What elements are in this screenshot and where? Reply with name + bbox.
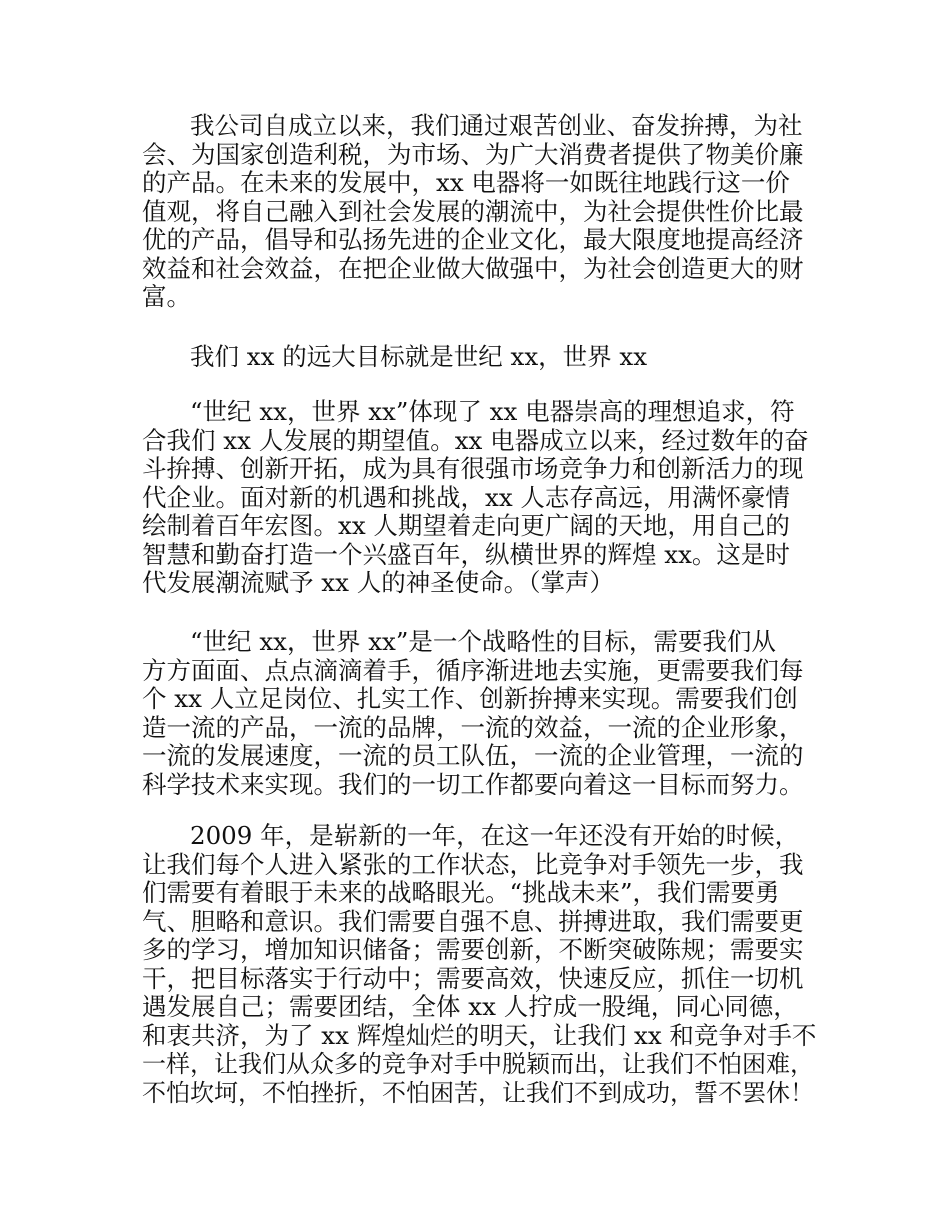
paragraph-first-line: 我公司自成立以来，我们通过艰苦创业、奋发拚搏，为社 (190, 111, 803, 140)
paragraph-line: 智慧和勤奋打造一个兴盛百年，纵横世界的辉煌 xx。这是时 (142, 539, 790, 569)
paragraph-line: 多的学习，增加知识储备；需要创新，不断突破陈规；需要实 (142, 935, 804, 964)
paragraph-line: 一样，让我们从众多的竞争对手中脱颖而出，让我们不怕困难， (142, 1050, 814, 1078)
paragraph-line: 一流的发展速度，一流的员工队伍，一流的企业管理，一流的 (142, 741, 804, 770)
paragraph-line: 科学技术来实现。我们的一切工作都要向着这一目标而努力。 (142, 769, 804, 799)
paragraph-line: 们需要有着眼于未来的战略眼光。“挑战未来”，我们需要勇 (142, 878, 780, 907)
paragraph-line: 干，把目标落实于行动中；需要高效，快速反应，抓住一切机 (142, 963, 804, 993)
paragraph-line: 代企业。面对新的机遇和挑战，xx 人志存高远，用满怀豪情 (142, 482, 790, 512)
paragraph-line: 优的产品，倡导和弘扬先进的企业文化，最大限度地提高经济 (142, 225, 804, 254)
paragraph-line: 效益和社会效益，在把企业做大做强中，为社会创造更大的财 (142, 253, 804, 283)
paragraph-line: 富。 (142, 282, 191, 311)
paragraph-line: 会、为国家创造利税，为市场、为广大消费者提供了物美价廉 (142, 139, 804, 169)
paragraph-line: 代发展潮流赋予 xx 人的神圣使命。（掌声） (142, 568, 614, 597)
paragraph-line: 遇发展自己；需要团结，全体 xx 人拧成一股绳，同心同德， (142, 992, 798, 1021)
paragraph-first-line: 2009 年，是崭新的一年，在这一年还没有开始的时候， (190, 821, 800, 850)
paragraph-line: 造一流的产品，一流的品牌，一流的效益，一流的企业形象， (142, 712, 804, 742)
paragraph-line: 气、胆略和意识。我们需要自强不息、拼搏进取，我们需要更 (142, 906, 804, 936)
paragraph-line: 绘制着百年宏图。xx 人期望着走向更广阔的天地，用自己的 (142, 511, 790, 540)
paragraph-first-line: “世纪 xx，世界 xx”体现了 xx 电器崇高的理想追求，符 (190, 397, 795, 426)
paragraph-line: 不怕坎坷，不怕挫折，不怕困苦，让我们不到成功，誓不罢休！ (142, 1078, 814, 1107)
paragraph-first-line: 我们 xx 的远大目标就是世纪 xx，世界 xx (190, 342, 648, 371)
paragraph-line: 个 xx 人立足岗位、扎实工作、创新拚搏来实现。需要我们创 (142, 684, 798, 713)
paragraph-first-line: “世纪 xx，世界 xx”是一个战略性的目标，需要我们从 (190, 627, 776, 656)
paragraph-line: 的产品。在未来的发展中，xx 电器将一如既往地践行这一价 (142, 168, 790, 197)
paragraph-line: 斗拚搏、创新开拓，成为具有很强市场竞争力和创新活力的现 (142, 454, 804, 483)
paragraph-line: 让我们每个人进入紧张的工作状态，比竞争对手领先一步，我 (142, 849, 804, 879)
paragraph-line: 和衷共济，为了 xx 辉煌灿烂的明天，让我们 xx 和竞争对手不 (142, 1020, 817, 1050)
paragraph-line: 方方面面、点点滴滴着手，循序渐进地去实施，更需要我们每 (142, 655, 804, 685)
paragraph-line: 值观，将自己融入到社会发展的潮流中，为社会提供性价比最 (142, 196, 804, 226)
paragraph-line: 合我们 xx 人发展的期望值。xx 电器成立以来，经过数年的奋 (142, 425, 809, 455)
